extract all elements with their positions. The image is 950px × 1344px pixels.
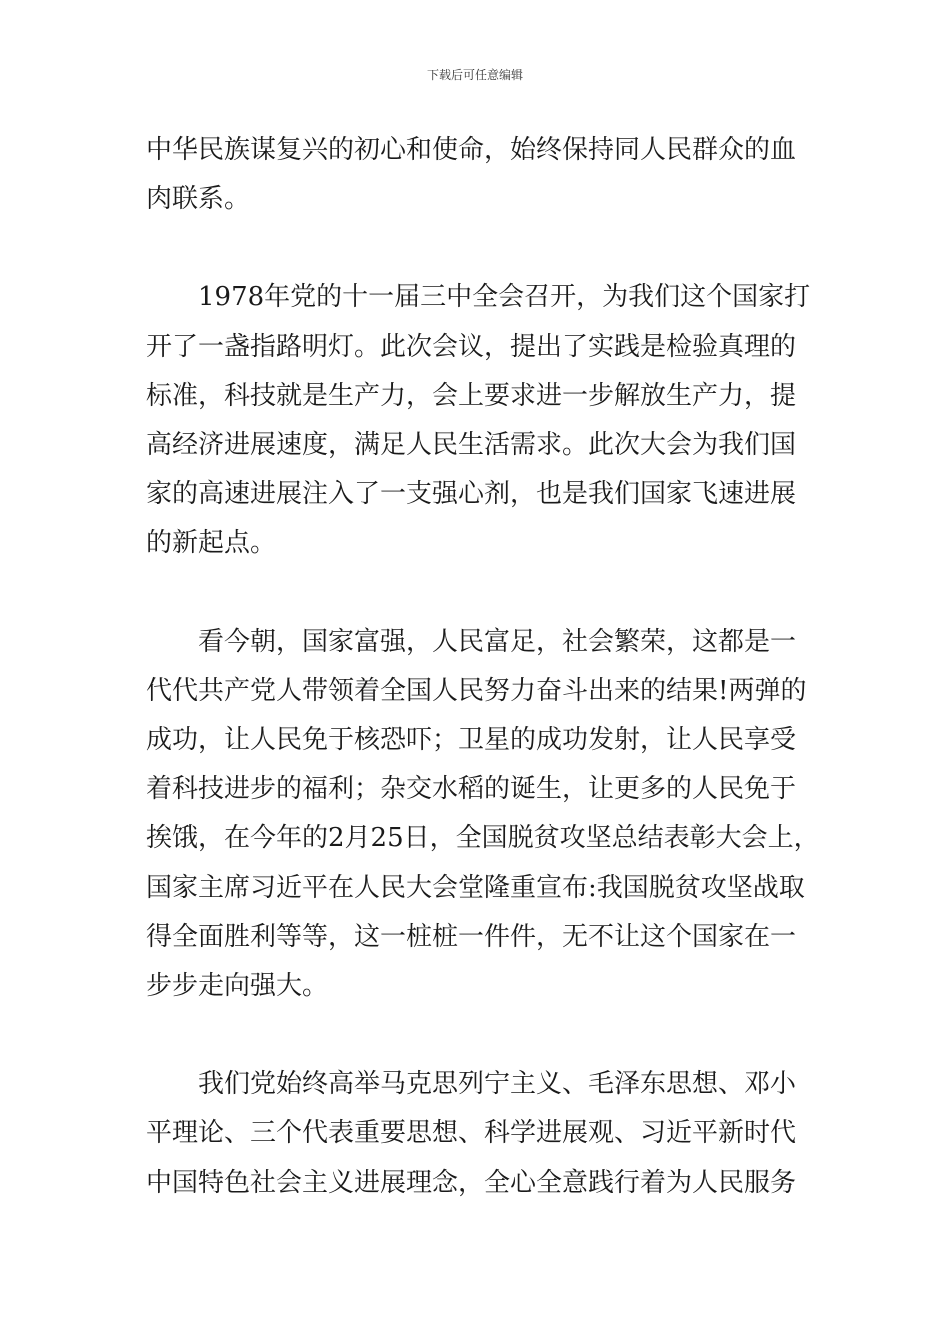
text-line: 代代共产党人带领着全国人民努力奋斗出来的结果!两弹的	[146, 675, 807, 706]
text-line: 看今朝，国家富强，人民富足，社会繁荣，这都是一	[198, 626, 797, 657]
text-line: 标准，科技就是生产力，会上要求进一步解放生产力，提	[146, 380, 797, 411]
paragraph-2	[146, 273, 810, 568]
document-body	[146, 126, 820, 1208]
text-line: 国家主席习近平在人民大会堂隆重宣布:我国脱贫攻坚战取	[146, 872, 805, 903]
text-line: 开了一盏指路明灯。此次会议，提出了实践是检验真理的	[146, 331, 797, 362]
text-line: 高经济进展速度，满足人民生活需求。此次大会为我们国	[146, 430, 797, 461]
paragraph-spacer	[146, 224, 810, 273]
text-line: 平理论、三个代表重要思想、科学进展观、习近平新时代	[146, 1118, 797, 1149]
paragraph-spacer	[146, 1011, 810, 1060]
paragraph-3	[146, 618, 820, 1012]
text-line: 挨饿，在今年的2月25日，全国脱贫攻坚总结表彰大会上，	[146, 823, 820, 854]
text-line: 1978年党的十一届三中全会召开，为我们这个国家打	[198, 282, 811, 313]
text-line: 的新起点。	[146, 528, 277, 559]
text-line: 中国特色社会主义进展理念，全心全意践行着为人民服务	[146, 1167, 797, 1198]
text-line: 家的高速进展注入了一支强心剂，也是我们国家飞速进展	[146, 479, 797, 510]
text-line: 步步走向强大。	[146, 971, 329, 1002]
paragraph-spacer	[146, 569, 810, 618]
text-line: 着科技进步的福利；杂交水稻的诞生，让更多的人民免于	[146, 774, 797, 805]
paragraph-1	[146, 126, 810, 224]
text-line: 得全面胜利等等，这一桩桩一件件，无不让这个国家在一	[146, 921, 797, 952]
paragraph-4	[146, 1060, 810, 1208]
text-line: 我们党始终高举马克思列宁主义、毛泽东思想、邓小	[198, 1069, 797, 1100]
text-line: 成功，让人民免于核恐吓；卫星的成功发射，让人民享受	[146, 725, 797, 756]
text-line: 肉联系。	[146, 184, 251, 215]
page-header: 下载后可任意编辑	[426, 68, 523, 82]
text-line: 中华民族谋复兴的初心和使命，始终保持同人民群众的血	[146, 135, 797, 165]
